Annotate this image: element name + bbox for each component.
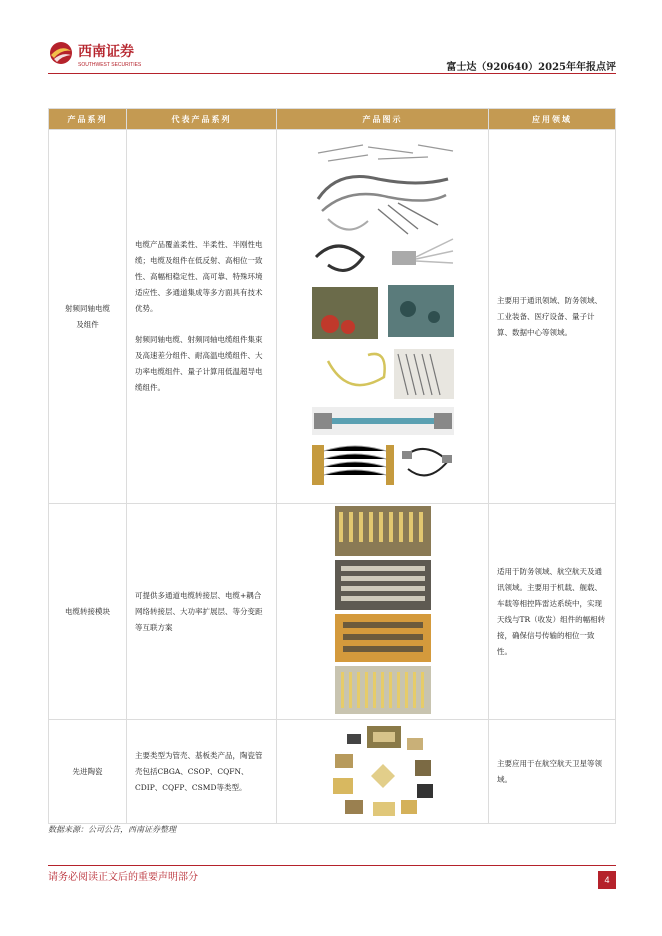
adapter-module-photo-icon	[335, 506, 431, 718]
series-cell	[49, 130, 127, 504]
app-cell	[489, 720, 616, 824]
header-divider	[48, 73, 616, 74]
app-text: 主要用于通讯领域、防务领域、工业装备、医疗设备、量子计算、数据中心等领域。	[497, 295, 602, 337]
table-header-row	[49, 109, 616, 130]
rep-text: 主要类型为管壳、基板类产品，陶瓷管壳包括CBGA、CSOP、CQFN、CDIP、CQFP、CSMD等类型。	[135, 750, 263, 792]
rep-text: 可提供多通道电缆转接层、电缆+耦合网络转接层、大功率扩展层、等分变距等互联方案	[135, 590, 263, 632]
series-name: 射频同轴电缆及组件	[65, 303, 110, 329]
source-note: 数据来源：公司公告，西南证券整理	[48, 825, 176, 834]
report-title: 富士达（920640）2025年年报点评	[446, 62, 616, 73]
table-row	[49, 504, 616, 720]
svg-text:SOUTHWEST SECURITIES: SOUTHWEST SECURITIES	[78, 62, 142, 68]
table-row	[49, 720, 616, 824]
series-name: 电缆转接模块	[65, 606, 110, 616]
rep-cell	[127, 504, 277, 720]
app-cell	[489, 130, 616, 504]
app-text: 适用于防务领域、航空航天及通讯领域。主要用于机载、舰载、车载等相控阵雷达系统中，实现天线与TR（收发）组件的幅相转接，确保信号传输的相位一致性。	[497, 566, 606, 656]
series-cell	[49, 720, 127, 824]
col-header-app: 应用领域	[489, 109, 616, 130]
svg-text:西南证券: 西南证券	[78, 44, 134, 60]
product-image-cell	[277, 720, 489, 824]
product-image-cell	[277, 130, 489, 504]
footer-divider	[48, 865, 616, 866]
col-header-rep: 代表产品系列	[127, 109, 277, 130]
table-row	[49, 130, 616, 504]
rep-text-2: 射频同轴电缆、射频同轴电缆组件集束及高速差分组件、耐高温电缆组件、大功率电缆组件、量子计算用低温超导电缆组件。	[135, 335, 263, 392]
page-number: 4	[598, 871, 616, 889]
app-cell	[489, 504, 616, 720]
ceramic-package-photo-icon	[331, 724, 435, 820]
company-logo	[48, 38, 168, 72]
product-image-cell	[277, 504, 489, 720]
series-cell	[49, 504, 127, 720]
rep-cell	[127, 720, 277, 824]
rf-cable-photo-icon	[308, 139, 458, 495]
app-text: 主要应用于在航空航天卫星等领域。	[497, 758, 602, 784]
rep-cell	[127, 130, 277, 504]
col-header-image: 产品图示	[277, 109, 489, 130]
col-header-series: 产品系列	[49, 109, 127, 130]
logo-emblem-icon	[48, 38, 168, 72]
rep-text: 电缆产品覆盖柔性、半柔性、半刚性电缆；电缆及组件在低反射、高相位一致性、高幅相稳定性、高可靠、特殊环境适应性、多通道集成等多方面具有技术优势。	[135, 240, 263, 313]
footer-disclaimer: 请务必阅读正文后的重要声明部分	[48, 872, 198, 883]
series-name: 先进陶瓷	[72, 766, 103, 776]
product-table	[48, 108, 616, 824]
